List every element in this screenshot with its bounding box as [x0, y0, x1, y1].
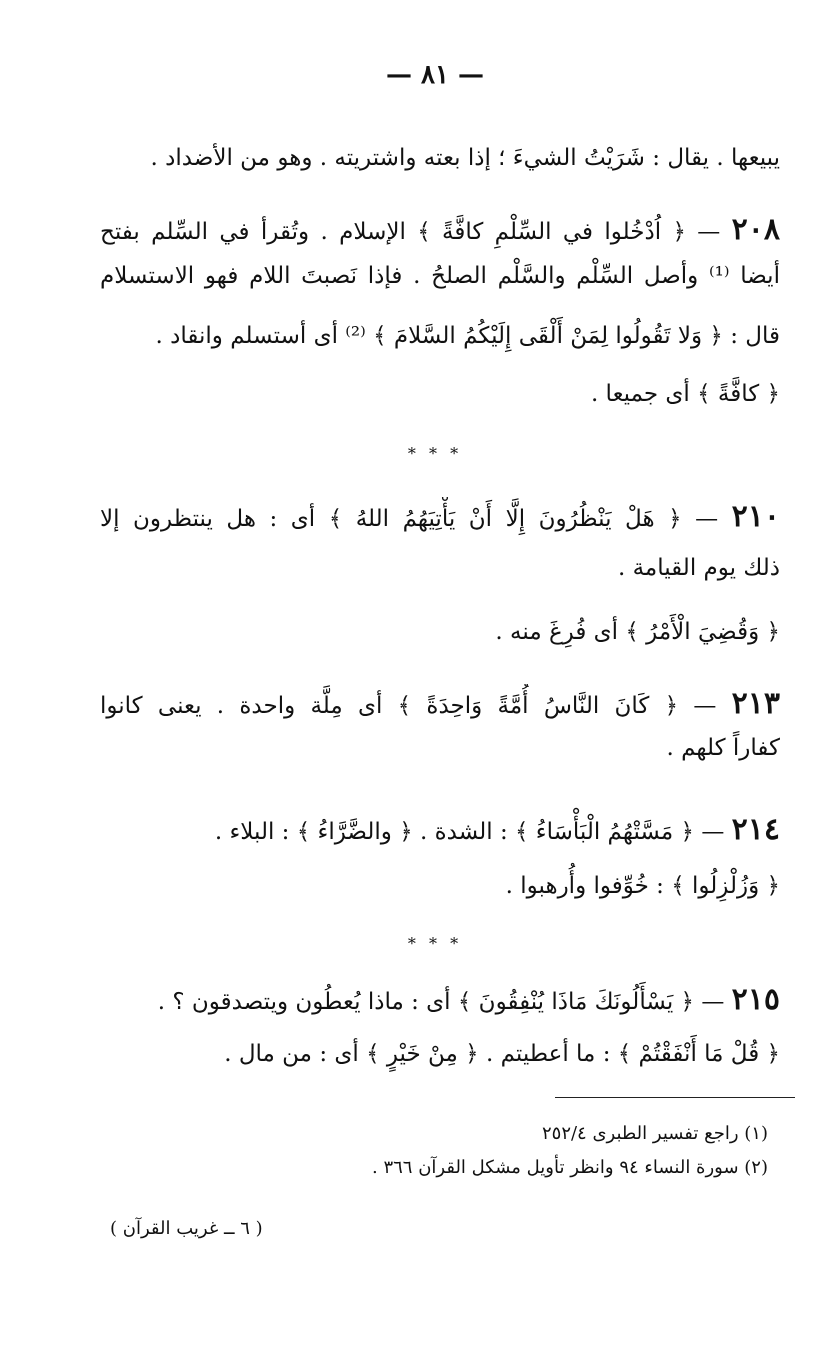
text-line: ﴿ وَقُضِيَ الْأَمْرُ ﴾ أى فُرِغَ منه . [495, 619, 780, 645]
verse-entry-213 [100, 684, 780, 724]
footnote-2: (٢) سورة النساء ٩٤ وانظر تأويل مشكل القرآن ٣٦٦ . [372, 1157, 768, 1178]
text-line: ذلك يوم القيامة . [617, 555, 780, 581]
verse-entry-214 [215, 810, 780, 852]
verse-number-210: ٢١٠ [731, 499, 780, 534]
section-separator: * * * [407, 934, 463, 953]
verse-entry-210 [100, 497, 780, 537]
verse-number-214: ٢١٤ [731, 812, 780, 847]
verse-text-210: — ﴿ هَلْ يَنْظُرُونَ إِلَّا أَنْ يَأْتِيَهُمُ اللهُ ﴾ أى : هل ينتظرون إلا [100, 506, 719, 532]
text-line: ﴿ كافَّةً ﴾ أى جميعا . [590, 381, 780, 407]
verse-entry-208 [100, 210, 780, 250]
text-line: قال : ﴿ وَلا تَقُولُوا لِمَنْ أَلْقَى إِلَيْكُمُ السَّلامَ ﴾ ⁽²⁾ أى أستسلم وانقاد . [155, 323, 780, 349]
printer-signature: ( ٦ ــ غريب القرآن ) [110, 1218, 263, 1239]
text-line-continuation: يبيعها . يقال : شَرَيْتُ الشيءَ ؛ إذا بعته واشتريته . وهو من الأضداد . [150, 145, 780, 171]
footnote-divider [555, 1097, 795, 1098]
footnote-1: (١) راجع تفسير الطبرى ٢٥٢/٤ [541, 1123, 768, 1144]
verse-text-213: — ﴿ كَانَ النَّاسُ أُمَّةً وَاحِدَةً ﴾ أى مِلَّة واحدة . يعنى كانوا [100, 693, 717, 719]
verse-text-214: — ﴿ مَسَّتْهُمُ الْبَأْسَاءُ ﴾ : الشدة . ﴿ والضَّرَّاءُ ﴾ : البلاء . [214, 819, 725, 845]
verse-entry-215 [158, 980, 780, 1022]
verse-number-208: ٢٠٨ [731, 212, 780, 247]
section-separator: * * * [407, 444, 463, 463]
text-line: ﴿ وَزُلْزِلُوا ﴾ : خُوِّفوا وأُرهبوا . [505, 873, 780, 899]
verse-text-208: — ﴿ اُدْخُلوا في السِّلْمِ كافَّةً ﴾ الإسلام . وتُقرأ في السِّلم بفتح [100, 219, 721, 245]
verse-number-213: ٢١٣ [731, 686, 780, 721]
text-line: ﴿ قُلْ مَا أَنْفَقْتُمْ ﴾ : ما أعطيتم . ﴿ مِنْ خَيْرٍ ﴾ أى : من مال . [224, 1041, 780, 1067]
text-line: أيضا ⁽¹⁾ وأصل السِّلْم والسَّلْم الصلحُ . فإذا نَصبتَ اللام فهو الاستسلام [100, 263, 780, 289]
text-line: كفاراً كلهم . [666, 735, 780, 761]
page-number: — ٨١ — [385, 60, 485, 90]
verse-number-215: ٢١٥ [731, 982, 780, 1017]
verse-text-215: — ﴿ يَسْأَلُونَكَ مَاذَا يُنْفِقُونَ ﴾ أى : ماذا يُعطُون ويتصدقون ؟ . [157, 989, 725, 1015]
